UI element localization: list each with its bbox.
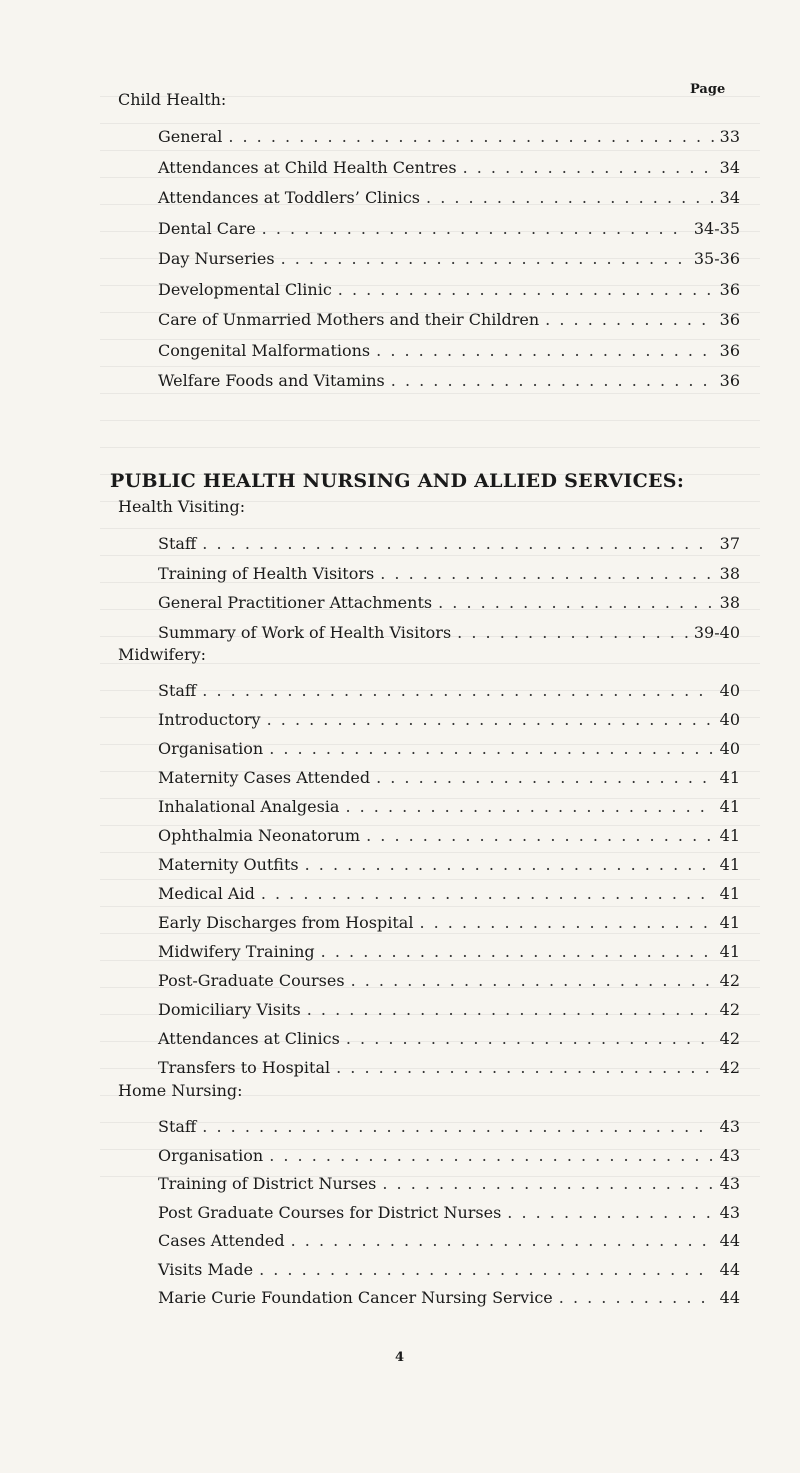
toc-entry-page: 36 [719, 279, 740, 299]
toc-entry-page: 34 [719, 157, 740, 177]
toc-entry-label: Training of District Nurses [158, 1174, 377, 1193]
dot-leader [281, 249, 688, 268]
toc-entry-label: Attendances at Child Health Centres [158, 157, 457, 177]
toc-entry-page: 41 [719, 768, 740, 787]
toc-entry-label: General [158, 127, 223, 146]
toc-entry-page: 41 [719, 884, 740, 903]
toc-entry-page: 34 [719, 188, 740, 207]
toc-entry-page: 42 [719, 1058, 740, 1077]
toc-entry-label: Staff [158, 534, 197, 553]
toc-entry [158, 790, 740, 816]
toc-entry-label: Post Graduate Courses for District Nurses [158, 1202, 502, 1222]
toc-entry-label: Day Nurseries [158, 249, 275, 268]
toc-entry [158, 1196, 740, 1222]
toc-entry [158, 120, 740, 146]
page-column-header: Page [690, 82, 726, 97]
toc-entry [158, 674, 740, 700]
toc-entry [158, 364, 740, 390]
dot-leader [228, 127, 713, 146]
toc-entry [158, 703, 740, 729]
dot-leader [262, 219, 688, 238]
toc-entry-label: Maternity Outfits [158, 855, 299, 874]
toc-entry-page: 43 [719, 1117, 740, 1136]
toc-entry-page: 38 [719, 593, 740, 612]
toc-entry-page: 41 [719, 797, 740, 816]
toc-entry-label: Organisation [158, 739, 264, 758]
toc-entry [158, 557, 740, 583]
dot-leader [305, 855, 714, 874]
toc-entry [158, 1110, 740, 1136]
dot-leader [376, 768, 714, 787]
toc-entry-label: Early Discharges from Hospital [158, 913, 414, 932]
toc-entry-label: Staff [158, 1117, 197, 1136]
toc-entry-label: Attendances at Clinics [158, 1029, 340, 1048]
toc-entry-label: Summary of Work of Health Visitors [158, 622, 452, 642]
dot-leader [366, 826, 714, 845]
toc-entry-label: Cases Attended [158, 1231, 285, 1250]
dot-leader [336, 1058, 714, 1077]
toc-entry-label: Staff [158, 681, 197, 700]
toc-entry [158, 964, 740, 990]
toc-entry [158, 616, 740, 642]
group-heading-health-visiting: Health Visiting: [118, 497, 246, 516]
toc-entry-page: 34-35 [693, 218, 740, 238]
dot-leader [291, 1231, 714, 1250]
group-heading-child-health: Child Health: [118, 90, 227, 109]
dot-leader [351, 971, 714, 990]
dot-leader [338, 280, 714, 299]
toc-entry [158, 151, 740, 177]
toc-entry-page: 44 [719, 1288, 740, 1307]
toc-entry [158, 761, 740, 787]
toc-entry-page: 42 [719, 1000, 740, 1019]
toc-entry-label: Ophthalmia Neonatorum [158, 826, 361, 845]
toc-entry-label: Visits Made [158, 1259, 254, 1279]
toc-entry-label: Training of Health Visitors [158, 563, 375, 583]
toc-entry [158, 1281, 740, 1307]
toc-entry-page: 43 [719, 1174, 740, 1193]
toc-entry-page: 41 [719, 942, 740, 961]
toc-entry-page: 40 [719, 681, 740, 700]
toc-entry-page: 44 [719, 1231, 740, 1250]
toc-entry [158, 1022, 740, 1048]
toc-entry-page: 40 [719, 710, 740, 729]
toc-entry-page: 37 [719, 534, 740, 553]
toc-entry [158, 334, 740, 360]
section-title: PUBLIC HEALTH NURSING AND ALLIED SERVICES: [110, 470, 685, 492]
toc-entry [158, 877, 740, 903]
dot-leader [380, 564, 713, 583]
toc-entry-label: Post-Graduate Courses [158, 971, 345, 990]
dot-leader [507, 1203, 713, 1222]
dot-leader [269, 1146, 713, 1165]
dot-leader [307, 1000, 714, 1019]
toc-entry [158, 527, 740, 553]
toc-entry-label: Welfare Foods and Vitamins [158, 371, 385, 390]
toc-entry-page: 41 [719, 855, 740, 874]
dot-leader [545, 310, 713, 329]
toc-entry-page: 39-40 [693, 622, 740, 642]
toc-entry-page: 41 [719, 913, 740, 932]
page-number: 4 [395, 1350, 405, 1365]
toc-entry [158, 993, 740, 1019]
toc-entry-page: 36 [719, 340, 740, 360]
toc-entry [158, 935, 740, 961]
toc-entry-label: General Practitioner Attachments [158, 593, 433, 612]
toc-entry-label: Dental Care [158, 218, 256, 238]
toc-entry-label: Congenital Malformations [158, 340, 371, 360]
toc-entry [158, 1139, 740, 1165]
toc-entry-label: Maternity Cases Attended [158, 768, 371, 787]
group-heading-midwifery: Midwifery: [118, 645, 207, 664]
toc-entry-label: Midwifery Training [158, 942, 315, 961]
dot-leader [261, 884, 714, 903]
toc-entry [158, 1167, 740, 1193]
toc-entry-page: 42 [719, 1029, 740, 1048]
toc-entry-label: Developmental Clinic [158, 279, 332, 299]
dot-leader [376, 341, 714, 360]
toc-entry [158, 906, 740, 932]
dot-leader [391, 371, 714, 390]
toc-entry-label: Care of Unmarried Mothers and their Children [158, 310, 540, 329]
toc-entry-label: Inhalational Analgesia [158, 797, 340, 816]
toc-entry [158, 586, 740, 612]
toc-entry-page: 43 [719, 1145, 740, 1165]
dot-leader [202, 1117, 713, 1136]
toc-entry-page: 41 [719, 826, 740, 845]
dot-leader [259, 1260, 714, 1279]
dot-leader [438, 593, 714, 612]
toc-entry-label: Attendances at Toddlers’ Clinics [158, 188, 421, 207]
toc-entry-page: 35-36 [693, 249, 740, 268]
toc-entry [158, 273, 740, 299]
toc-entry-page: 42 [719, 971, 740, 990]
toc-entry [158, 181, 740, 207]
dot-leader [463, 158, 714, 177]
toc-entry-page: 36 [719, 310, 740, 329]
toc-entry-label: Organisation [158, 1145, 264, 1165]
toc-entry [158, 303, 740, 329]
toc-entry [158, 848, 740, 874]
toc-entry [158, 1051, 740, 1077]
toc-entry-page: 36 [719, 371, 740, 390]
dot-leader [202, 534, 713, 553]
toc-entry [158, 1253, 740, 1279]
dot-leader [419, 913, 713, 932]
toc-entry [158, 732, 740, 758]
toc-entry-page: 43 [719, 1202, 740, 1222]
toc-entry [158, 212, 740, 238]
dot-leader [426, 188, 714, 207]
dot-leader [382, 1174, 713, 1193]
dot-leader [559, 1288, 714, 1307]
toc-entry [158, 1224, 740, 1250]
toc-entry-label: Medical Aid [158, 884, 255, 903]
toc-entry [158, 242, 740, 268]
dot-leader [269, 739, 713, 758]
dot-leader [345, 797, 713, 816]
dot-leader [267, 710, 714, 729]
toc-entry [158, 819, 740, 845]
toc-entry-label: Marie Curie Foundation Cancer Nursing Service [158, 1288, 553, 1307]
toc-entry-page: 33 [719, 127, 740, 146]
toc-entry-label: Transfers to Hospital [158, 1058, 331, 1077]
dot-leader [321, 942, 714, 961]
toc-entry-page: 38 [719, 563, 740, 583]
dot-leader [346, 1029, 714, 1048]
group-heading-home-nursing: Home Nursing: [118, 1081, 243, 1100]
dot-leader [457, 623, 688, 642]
toc-entry-page: 40 [719, 739, 740, 758]
dot-leader [202, 681, 713, 700]
toc-entry-page: 44 [719, 1259, 740, 1279]
toc-entry-label: Introductory [158, 710, 261, 729]
toc-entry-label: Domiciliary Visits [158, 1000, 301, 1019]
